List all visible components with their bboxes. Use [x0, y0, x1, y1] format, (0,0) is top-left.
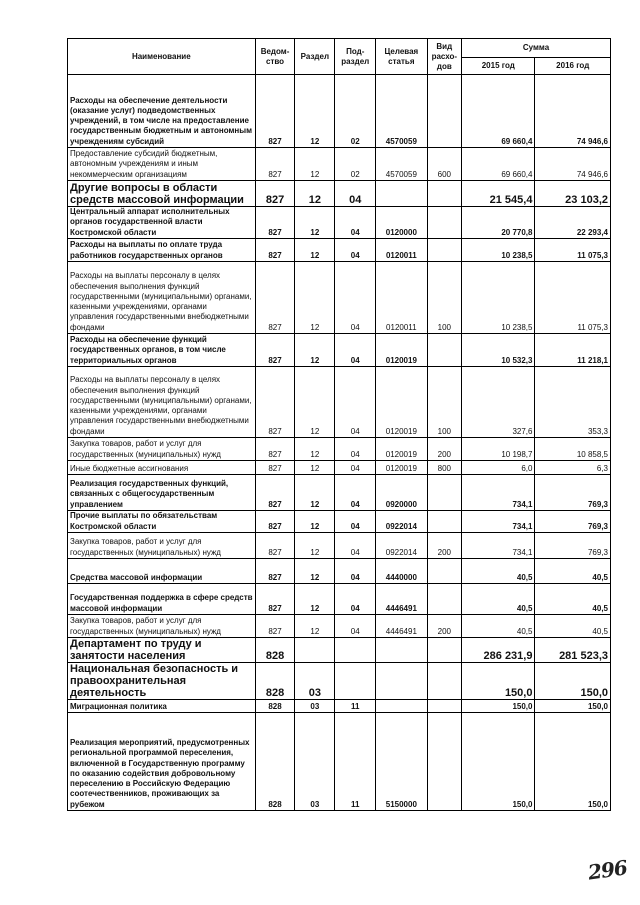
- row-exp-type-cell: [427, 239, 462, 262]
- table-row: [68, 615, 611, 638]
- row-section-cell: 12: [295, 367, 335, 438]
- row-sum-2015-cell: 69 660,4: [462, 148, 535, 181]
- row-subsection-cell: 04: [335, 367, 376, 438]
- row-sum-2016-cell: 150,0: [535, 663, 611, 700]
- row-target-cell: 0120019: [376, 438, 427, 461]
- row-name-cell: Прочие выплаты по обязательствам Костромской области: [68, 511, 256, 533]
- row-dept-cell: 827: [255, 461, 295, 475]
- row-exp-type-cell: 100: [427, 262, 462, 334]
- row-dept-cell: 828: [255, 663, 295, 700]
- row-exp-type-cell: 100: [427, 367, 462, 438]
- row-target-cell: 0120011: [376, 239, 427, 262]
- row-target-cell: 5150000: [376, 713, 427, 811]
- row-target-cell: 4440000: [376, 559, 427, 584]
- table-body: [68, 75, 611, 811]
- table-row: [68, 239, 611, 262]
- row-sum-2015-cell: 150,0: [462, 700, 535, 713]
- row-section-cell: 03: [295, 663, 335, 700]
- row-sum-2015-cell: 150,0: [462, 713, 535, 811]
- row-sum-2016-cell: 769,3: [535, 533, 611, 559]
- row-section-cell: 12: [295, 559, 335, 584]
- row-name-cell: Закупка товаров, работ и услуг для государственных (муниципальных) нужд: [68, 615, 256, 638]
- row-subsection-cell: 04: [335, 334, 376, 367]
- row-subsection-cell: 04: [335, 438, 376, 461]
- table-row: [68, 511, 611, 533]
- header-exp-type: Вид расхо-дов: [427, 39, 462, 75]
- row-name-cell: Средства массовой информации: [68, 559, 256, 584]
- table-row: [68, 367, 611, 438]
- row-dept-cell: 827: [255, 239, 295, 262]
- row-exp-type-cell: 800: [427, 461, 462, 475]
- row-target-cell: 0120019: [376, 367, 427, 438]
- table-row: [68, 148, 611, 181]
- row-dept-cell: 827: [255, 207, 295, 239]
- row-target-cell: 4570059: [376, 75, 427, 148]
- row-dept-cell: 827: [255, 181, 295, 207]
- row-dept-cell: 827: [255, 584, 295, 615]
- row-sum-2015-cell: 286 231,9: [462, 638, 535, 663]
- header-target: Целевая статья: [376, 39, 427, 75]
- row-exp-type-cell: [427, 713, 462, 811]
- row-sum-2015-cell: 40,5: [462, 584, 535, 615]
- row-exp-type-cell: [427, 75, 462, 148]
- row-name-cell: Закупка товаров, работ и услуг для государственных (муниципальных) нужд: [68, 438, 256, 461]
- table-row: [68, 181, 611, 207]
- row-subsection-cell: 04: [335, 262, 376, 334]
- header-section: Раздел: [295, 39, 335, 75]
- row-dept-cell: 827: [255, 475, 295, 511]
- row-target-cell: [376, 700, 427, 713]
- row-section-cell: 12: [295, 207, 335, 239]
- row-name-cell: Предоставление субсидий бюджетным, автономным учреждениям и иным некоммерческим организациям: [68, 148, 256, 181]
- row-target-cell: 4446491: [376, 615, 427, 638]
- row-subsection-cell: 04: [335, 239, 376, 262]
- row-sum-2016-cell: 11 075,3: [535, 262, 611, 334]
- page-number: 296: [586, 855, 629, 885]
- row-sum-2016-cell: 74 946,6: [535, 148, 611, 181]
- row-exp-type-cell: [427, 511, 462, 533]
- row-target-cell: 0120019: [376, 461, 427, 475]
- row-sum-2015-cell: 6,0: [462, 461, 535, 475]
- row-subsection-cell: 04: [335, 475, 376, 511]
- row-name-cell: Расходы на обеспечение деятельности (оказание услуг) подведомственных учреждений, в том числе на предоставление государственным бюджетным и автономным учреждениям субсидий: [68, 75, 256, 148]
- row-section-cell: 03: [295, 713, 335, 811]
- row-name-cell: Расходы на выплаты персоналу в целях обеспечения выполнения функций государственными (муниципальными) органами, казенными учреждениями, органами управления государственными внебюджетными фондами: [68, 367, 256, 438]
- row-dept-cell: 827: [255, 262, 295, 334]
- row-sum-2015-cell: 150,0: [462, 663, 535, 700]
- row-section-cell: 12: [295, 181, 335, 207]
- row-subsection-cell: 04: [335, 511, 376, 533]
- row-subsection-cell: 04: [335, 559, 376, 584]
- row-section-cell: 12: [295, 461, 335, 475]
- row-target-cell: [376, 638, 427, 663]
- row-sum-2016-cell: 11 218,1: [535, 334, 611, 367]
- header-dept: Ведом-ство: [255, 39, 295, 75]
- row-section-cell: 12: [295, 262, 335, 334]
- row-subsection-cell: 04: [335, 615, 376, 638]
- row-dept-cell: 827: [255, 615, 295, 638]
- row-subsection-cell: 11: [335, 713, 376, 811]
- table-row: [68, 438, 611, 461]
- row-sum-2015-cell: 10 198,7: [462, 438, 535, 461]
- table-row: [68, 475, 611, 511]
- row-dept-cell: 827: [255, 367, 295, 438]
- row-name-cell: Миграционная политика: [68, 700, 256, 713]
- row-name-cell: Другие вопросы в области средств массовой информации: [68, 181, 256, 207]
- row-name-cell: Национальная безопасность и правоохранительная деятельность: [68, 663, 256, 700]
- row-dept-cell: 828: [255, 713, 295, 811]
- row-subsection-cell: 04: [335, 181, 376, 207]
- table-row: [68, 663, 611, 700]
- row-name-cell: Реализация государственных функций, связанных с общегосударственным управлением: [68, 475, 256, 511]
- row-sum-2016-cell: 769,3: [535, 475, 611, 511]
- row-target-cell: 0120000: [376, 207, 427, 239]
- row-subsection-cell: 02: [335, 148, 376, 181]
- row-sum-2015-cell: 734,1: [462, 511, 535, 533]
- header-name: Наименование: [68, 39, 256, 75]
- row-dept-cell: 827: [255, 559, 295, 584]
- row-subsection-cell: 04: [335, 533, 376, 559]
- row-section-cell: [295, 638, 335, 663]
- row-section-cell: 12: [295, 239, 335, 262]
- row-exp-type-cell: [427, 663, 462, 700]
- row-name-cell: Реализация мероприятий, предусмотренных региональной программой переселения, включенной в Государственную программу по оказанию содействия добровольному переселению в Российскую Федерацию соотечественников, проживающих за рубежом: [68, 713, 256, 811]
- table-row: [68, 207, 611, 239]
- row-sum-2016-cell: 6,3: [535, 461, 611, 475]
- row-subsection-cell: 02: [335, 75, 376, 148]
- table-row: [68, 262, 611, 334]
- budget-table: [67, 38, 611, 811]
- row-dept-cell: 827: [255, 334, 295, 367]
- row-dept-cell: 827: [255, 75, 295, 148]
- row-sum-2015-cell: 40,5: [462, 559, 535, 584]
- row-sum-2016-cell: 40,5: [535, 615, 611, 638]
- row-name-cell: Расходы на выплаты персоналу в целях обеспечения выполнения функций государственными (муниципальными) органами, казенными учреждениями, органами управления государственными внебюджетными фондами: [68, 262, 256, 334]
- row-subsection-cell: 04: [335, 584, 376, 615]
- row-name-cell: Департамент по труду и занятости населения: [68, 638, 256, 663]
- row-sum-2015-cell: 734,1: [462, 533, 535, 559]
- table-row: [68, 559, 611, 584]
- row-sum-2016-cell: 40,5: [535, 584, 611, 615]
- row-sum-2015-cell: 40,5: [462, 615, 535, 638]
- header-year-2015: 2015 год: [462, 58, 535, 75]
- row-exp-type-cell: 600: [427, 148, 462, 181]
- row-sum-2016-cell: 150,0: [535, 700, 611, 713]
- row-exp-type-cell: 200: [427, 533, 462, 559]
- row-name-cell: Государственная поддержка в сфере средств массовой информации: [68, 584, 256, 615]
- row-section-cell: 12: [295, 148, 335, 181]
- row-sum-2016-cell: 11 075,3: [535, 239, 611, 262]
- table-row: [68, 584, 611, 615]
- row-name-cell: Иные бюджетные ассигнования: [68, 461, 256, 475]
- row-section-cell: 12: [295, 475, 335, 511]
- row-target-cell: 4570059: [376, 148, 427, 181]
- row-sum-2015-cell: 20 770,8: [462, 207, 535, 239]
- row-subsection-cell: 04: [335, 207, 376, 239]
- row-exp-type-cell: [427, 559, 462, 584]
- row-target-cell: [376, 181, 427, 207]
- row-subsection-cell: [335, 638, 376, 663]
- row-exp-type-cell: [427, 207, 462, 239]
- table-row: [68, 638, 611, 663]
- row-section-cell: 03: [295, 700, 335, 713]
- row-target-cell: 0120019: [376, 334, 427, 367]
- row-sum-2016-cell: 353,3: [535, 367, 611, 438]
- row-sum-2015-cell: 10 238,5: [462, 239, 535, 262]
- table-row: [68, 334, 611, 367]
- row-target-cell: 0922014: [376, 511, 427, 533]
- row-dept-cell: 828: [255, 700, 295, 713]
- row-dept-cell: 827: [255, 438, 295, 461]
- row-exp-type-cell: 200: [427, 438, 462, 461]
- row-sum-2015-cell: 327,6: [462, 367, 535, 438]
- row-section-cell: 12: [295, 75, 335, 148]
- row-sum-2016-cell: 769,3: [535, 511, 611, 533]
- row-sum-2016-cell: 40,5: [535, 559, 611, 584]
- row-sum-2015-cell: 69 660,4: [462, 75, 535, 148]
- row-sum-2016-cell: 281 523,3: [535, 638, 611, 663]
- row-section-cell: 12: [295, 438, 335, 461]
- row-section-cell: 12: [295, 533, 335, 559]
- table-row: [68, 533, 611, 559]
- row-sum-2016-cell: 150,0: [535, 713, 611, 811]
- row-sum-2016-cell: 74 946,6: [535, 75, 611, 148]
- row-subsection-cell: 04: [335, 461, 376, 475]
- row-target-cell: 0920000: [376, 475, 427, 511]
- row-exp-type-cell: [427, 638, 462, 663]
- row-exp-type-cell: [427, 475, 462, 511]
- table-row: [68, 713, 611, 811]
- row-section-cell: 12: [295, 511, 335, 533]
- row-target-cell: 0922014: [376, 533, 427, 559]
- row-exp-type-cell: [427, 334, 462, 367]
- row-sum-2015-cell: 21 545,4: [462, 181, 535, 207]
- table-row: [68, 75, 611, 148]
- row-subsection-cell: 11: [335, 700, 376, 713]
- row-dept-cell: 827: [255, 533, 295, 559]
- row-exp-type-cell: [427, 181, 462, 207]
- row-name-cell: Расходы на обеспечение функций государственных органов, в том числе территориальных органов: [68, 334, 256, 367]
- row-dept-cell: 827: [255, 148, 295, 181]
- row-name-cell: Расходы на выплаты по оплате труда работников государственных органов: [68, 239, 256, 262]
- row-dept-cell: 828: [255, 638, 295, 663]
- row-sum-2015-cell: 734,1: [462, 475, 535, 511]
- row-sum-2015-cell: 10 532,3: [462, 334, 535, 367]
- row-exp-type-cell: [427, 584, 462, 615]
- table-row: [68, 461, 611, 475]
- header-sum: Сумма: [462, 39, 611, 58]
- row-name-cell: Закупка товаров, работ и услуг для государственных (муниципальных) нужд: [68, 533, 256, 559]
- row-sum-2016-cell: 22 293,4: [535, 207, 611, 239]
- row-sum-2016-cell: 23 103,2: [535, 181, 611, 207]
- row-exp-type-cell: [427, 700, 462, 713]
- row-name-cell: Центральный аппарат исполнительных органов государственной власти Костромской области: [68, 207, 256, 239]
- row-sum-2015-cell: 10 238,5: [462, 262, 535, 334]
- row-target-cell: 0120011: [376, 262, 427, 334]
- row-target-cell: [376, 663, 427, 700]
- row-dept-cell: 827: [255, 511, 295, 533]
- header-subsection: Под-раздел: [335, 39, 376, 75]
- row-subsection-cell: [335, 663, 376, 700]
- row-section-cell: 12: [295, 584, 335, 615]
- table-row: [68, 700, 611, 713]
- row-target-cell: 4446491: [376, 584, 427, 615]
- row-section-cell: 12: [295, 615, 335, 638]
- row-exp-type-cell: 200: [427, 615, 462, 638]
- row-sum-2016-cell: 10 858,5: [535, 438, 611, 461]
- header-year-2016: 2016 год: [535, 58, 611, 75]
- row-section-cell: 12: [295, 334, 335, 367]
